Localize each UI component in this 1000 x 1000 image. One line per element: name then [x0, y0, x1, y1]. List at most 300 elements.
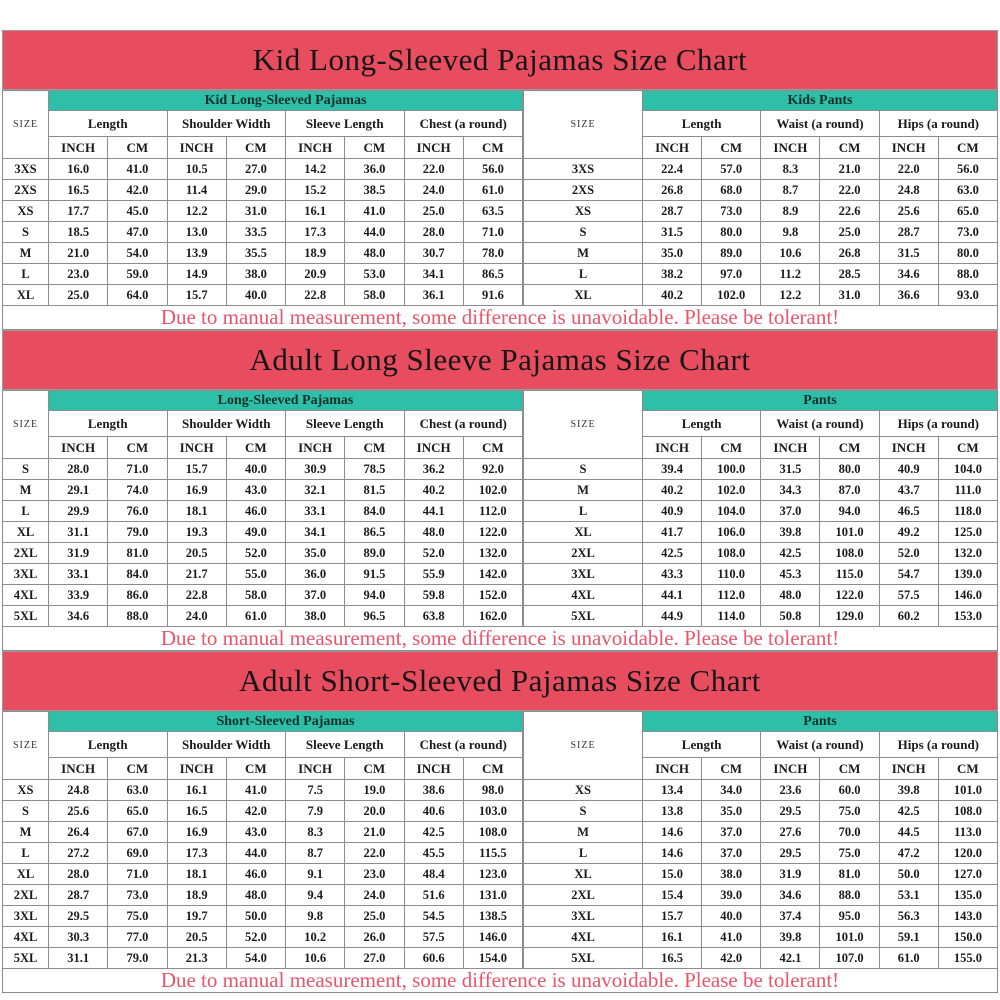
value-cell: 40.9: [879, 459, 938, 480]
value-cell: 24.0: [404, 180, 463, 201]
value-cell: 44.0: [345, 222, 404, 243]
measure-header-cell: Sleeve Length: [286, 111, 405, 137]
table-header-row: [3, 91, 523, 111]
value-cell: 34.3: [761, 480, 820, 501]
value-cell: 31.9: [49, 543, 108, 564]
value-cell: 88.0: [108, 606, 167, 627]
section-title-banner: [2, 651, 998, 711]
measure-header-cell: Chest (a round): [404, 411, 523, 437]
value-cell: 88.0: [820, 885, 879, 906]
value-cell: 30.9: [286, 459, 345, 480]
measure-header-cell: Length: [643, 411, 761, 437]
value-cell: 49.2: [879, 522, 938, 543]
value-cell: 73.0: [702, 201, 761, 222]
value-cell: 54.5: [404, 906, 463, 927]
value-cell: 88.0: [938, 264, 997, 285]
value-cell: 79.0: [108, 522, 167, 543]
size-cell: XS: [524, 780, 643, 801]
value-cell: 38.0: [702, 864, 761, 885]
section-kid-long-sleeved: [2, 30, 998, 330]
value-cell: 56.3: [879, 906, 938, 927]
value-cell: 15.7: [643, 906, 702, 927]
measure-header-cell: Shoulder Width: [167, 732, 286, 758]
value-cell: 22.8: [286, 285, 345, 306]
value-cell: 9.8: [286, 906, 345, 927]
value-cell: 31.1: [49, 948, 108, 969]
value-cell: 50.0: [879, 864, 938, 885]
section-title: Kid Long-Sleeved Pajamas Size Chart: [252, 42, 748, 77]
value-cell: 138.5: [463, 906, 522, 927]
table-row: [3, 285, 523, 306]
value-cell: 78.5: [345, 459, 404, 480]
value-cell: 132.0: [938, 543, 997, 564]
size-column-header: SIZE: [524, 91, 643, 159]
table-row: [3, 543, 523, 564]
tables-row: [2, 90, 998, 306]
value-cell: 18.1: [167, 501, 226, 522]
table-title-cell: Pants: [643, 712, 998, 732]
value-cell: 31.5: [643, 222, 702, 243]
value-cell: 81.0: [820, 864, 879, 885]
table-title-cell: Short-Sleeved Pajamas: [49, 712, 523, 732]
value-cell: 53.0: [345, 264, 404, 285]
size-cell: S: [524, 459, 643, 480]
table-row: [3, 264, 523, 285]
value-cell: 41.0: [345, 201, 404, 222]
value-cell: 131.0: [463, 885, 522, 906]
value-cell: 150.0: [938, 927, 997, 948]
size-cell: S: [3, 459, 49, 480]
value-cell: 97.0: [702, 264, 761, 285]
value-cell: 39.8: [761, 522, 820, 543]
value-cell: 37.4: [761, 906, 820, 927]
table-row: [3, 885, 523, 906]
table-row: [3, 822, 523, 843]
value-cell: 13.4: [643, 780, 702, 801]
size-column-header: SIZE: [3, 712, 49, 780]
value-cell: 9.1: [286, 864, 345, 885]
inch-header-cell: INCH: [761, 437, 820, 459]
value-cell: 15.7: [167, 285, 226, 306]
value-cell: 46.0: [226, 501, 285, 522]
table-row: [524, 606, 998, 627]
value-cell: 25.6: [49, 801, 108, 822]
cm-header-cell: CM: [226, 437, 285, 459]
value-cell: 98.0: [463, 780, 522, 801]
inch-header-cell: INCH: [404, 758, 463, 780]
value-cell: 10.6: [761, 243, 820, 264]
value-cell: 20.5: [167, 543, 226, 564]
value-cell: 16.1: [643, 927, 702, 948]
cm-header-cell: CM: [226, 758, 285, 780]
value-cell: 123.0: [463, 864, 522, 885]
value-cell: 24.8: [879, 180, 938, 201]
value-cell: 152.0: [463, 585, 522, 606]
value-cell: 43.7: [879, 480, 938, 501]
size-cell: 2XL: [3, 885, 49, 906]
value-cell: 40.0: [702, 906, 761, 927]
inch-header-cell: INCH: [49, 758, 108, 780]
table-row: [3, 606, 523, 627]
value-cell: 69.0: [108, 843, 167, 864]
adult-short-sleeve-pants-table: [523, 711, 998, 969]
inch-header-cell: INCH: [643, 137, 702, 159]
table-row: [524, 243, 998, 264]
value-cell: 9.8: [761, 222, 820, 243]
value-cell: 27.2: [49, 843, 108, 864]
value-cell: 77.0: [108, 927, 167, 948]
value-cell: 84.0: [108, 564, 167, 585]
value-cell: 15.7: [167, 459, 226, 480]
measure-header-cell: Hips (a round): [879, 111, 997, 137]
section-adult-short-sleeved: [2, 651, 998, 993]
value-cell: 95.0: [820, 906, 879, 927]
value-cell: 22.0: [404, 159, 463, 180]
size-cell: M: [524, 822, 643, 843]
disclaimer-note: Due to manual measurement, some difference is unavoidable. Please be tolerant!: [2, 306, 998, 330]
table-row: [524, 264, 998, 285]
size-cell: 3XS: [524, 159, 643, 180]
value-cell: 84.0: [345, 501, 404, 522]
value-cell: 40.9: [643, 501, 702, 522]
cm-header-cell: CM: [226, 137, 285, 159]
size-cell: 2XL: [524, 543, 643, 564]
value-cell: 58.0: [226, 585, 285, 606]
cm-header-cell: CM: [820, 137, 879, 159]
value-cell: 12.2: [167, 201, 226, 222]
inch-header-cell: INCH: [167, 137, 226, 159]
value-cell: 43.0: [226, 822, 285, 843]
table-row: [3, 159, 523, 180]
value-cell: 108.0: [820, 543, 879, 564]
value-cell: 40.0: [226, 285, 285, 306]
adult-long-sleeve-pajamas-table: [2, 390, 523, 627]
size-cell: 5XL: [524, 948, 643, 969]
table-row: [524, 159, 998, 180]
value-cell: 43.0: [226, 480, 285, 501]
inch-header-cell: INCH: [167, 437, 226, 459]
value-cell: 64.0: [108, 285, 167, 306]
value-cell: 13.0: [167, 222, 226, 243]
table-row: [524, 843, 998, 864]
value-cell: 15.0: [643, 864, 702, 885]
cm-header-cell: CM: [702, 137, 761, 159]
size-cell: XL: [3, 864, 49, 885]
size-cell: 3XL: [524, 564, 643, 585]
value-cell: 60.2: [879, 606, 938, 627]
size-cell: 2XS: [3, 180, 49, 201]
value-cell: 54.7: [879, 564, 938, 585]
value-cell: 30.7: [404, 243, 463, 264]
value-cell: 146.0: [463, 927, 522, 948]
inch-header-cell: INCH: [286, 137, 345, 159]
table-row: [3, 222, 523, 243]
table-title-cell: Kids Pants: [643, 91, 998, 111]
measure-header-cell: Chest (a round): [404, 732, 523, 758]
value-cell: 61.0: [226, 606, 285, 627]
value-cell: 100.0: [702, 459, 761, 480]
unit-header-row: [3, 758, 523, 780]
value-cell: 12.2: [761, 285, 820, 306]
value-cell: 67.0: [108, 822, 167, 843]
value-cell: 71.0: [108, 459, 167, 480]
size-cell: S: [3, 801, 49, 822]
value-cell: 39.4: [643, 459, 702, 480]
inch-header-cell: INCH: [286, 758, 345, 780]
value-cell: 38.6: [404, 780, 463, 801]
size-cell: L: [524, 264, 643, 285]
table-row: [3, 459, 523, 480]
value-cell: 80.0: [938, 243, 997, 264]
value-cell: 43.3: [643, 564, 702, 585]
table-row: [524, 459, 998, 480]
value-cell: 37.0: [702, 822, 761, 843]
value-cell: 40.6: [404, 801, 463, 822]
measure-header-cell: Waist (a round): [761, 411, 879, 437]
value-cell: 42.5: [643, 543, 702, 564]
table-row: [3, 906, 523, 927]
value-cell: 80.0: [702, 222, 761, 243]
value-cell: 28.0: [49, 459, 108, 480]
cm-header-cell: CM: [108, 137, 167, 159]
value-cell: 18.5: [49, 222, 108, 243]
value-cell: 33.1: [286, 501, 345, 522]
value-cell: 34.1: [286, 522, 345, 543]
value-cell: 18.9: [167, 885, 226, 906]
value-cell: 55.0: [226, 564, 285, 585]
value-cell: 34.0: [702, 780, 761, 801]
value-cell: 35.5: [226, 243, 285, 264]
table-title-cell: Long-Sleeved Pajamas: [49, 391, 523, 411]
cm-header-cell: CM: [463, 437, 522, 459]
value-cell: 108.0: [702, 543, 761, 564]
table-row: [524, 285, 998, 306]
value-cell: 86.5: [345, 522, 404, 543]
value-cell: 115.0: [820, 564, 879, 585]
value-cell: 39.8: [879, 780, 938, 801]
value-cell: 42.5: [879, 801, 938, 822]
inch-header-cell: INCH: [167, 758, 226, 780]
value-cell: 14.6: [643, 822, 702, 843]
value-cell: 7.5: [286, 780, 345, 801]
value-cell: 42.0: [702, 948, 761, 969]
value-cell: 107.0: [820, 948, 879, 969]
disclaimer-note: Due to manual measurement, some difference is unavoidable. Please be tolerant!: [2, 627, 998, 651]
value-cell: 24.0: [167, 606, 226, 627]
value-cell: 10.5: [167, 159, 226, 180]
value-cell: 142.0: [463, 564, 522, 585]
size-cell: 5XL: [3, 606, 49, 627]
value-cell: 101.0: [938, 780, 997, 801]
value-cell: 104.0: [938, 459, 997, 480]
table-header-row: [3, 391, 523, 411]
value-cell: 50.0: [226, 906, 285, 927]
value-cell: 42.1: [761, 948, 820, 969]
size-cell: 3XL: [524, 906, 643, 927]
cm-header-cell: CM: [345, 437, 404, 459]
size-cell: 2XL: [524, 885, 643, 906]
table-row: [524, 180, 998, 201]
value-cell: 81.0: [108, 543, 167, 564]
value-cell: 8.3: [761, 159, 820, 180]
value-cell: 65.0: [938, 201, 997, 222]
value-cell: 26.4: [49, 822, 108, 843]
measure-header-cell: Shoulder Width: [167, 411, 286, 437]
table-row: [524, 801, 998, 822]
value-cell: 31.1: [49, 522, 108, 543]
disclaimer-note: Due to manual measurement, some difference is unavoidable. Please be tolerant!: [2, 969, 998, 993]
value-cell: 39.0: [702, 885, 761, 906]
table-row: [524, 201, 998, 222]
cm-header-cell: CM: [938, 758, 997, 780]
size-cell: S: [524, 222, 643, 243]
size-cell: M: [524, 480, 643, 501]
measure-header-row: [3, 411, 523, 437]
value-cell: 22.8: [167, 585, 226, 606]
value-cell: 35.0: [702, 801, 761, 822]
value-cell: 155.0: [938, 948, 997, 969]
inch-header-cell: INCH: [404, 437, 463, 459]
value-cell: 139.0: [938, 564, 997, 585]
measure-header-cell: Chest (a round): [404, 111, 523, 137]
value-cell: 56.0: [463, 159, 522, 180]
table-row: [3, 243, 523, 264]
value-cell: 11.4: [167, 180, 226, 201]
inch-header-cell: INCH: [761, 137, 820, 159]
value-cell: 8.7: [761, 180, 820, 201]
size-cell: XL: [3, 522, 49, 543]
value-cell: 16.9: [167, 480, 226, 501]
cm-header-cell: CM: [345, 758, 404, 780]
table-row: [524, 585, 998, 606]
size-cell: L: [3, 843, 49, 864]
table-row: [524, 501, 998, 522]
value-cell: 153.0: [938, 606, 997, 627]
value-cell: 45.0: [108, 201, 167, 222]
size-column-header: SIZE: [3, 391, 49, 459]
value-cell: 146.0: [938, 585, 997, 606]
size-cell: M: [3, 480, 49, 501]
value-cell: 22.0: [345, 843, 404, 864]
value-cell: 104.0: [702, 501, 761, 522]
value-cell: 21.7: [167, 564, 226, 585]
kid-pajamas-table: [2, 90, 523, 306]
value-cell: 31.5: [879, 243, 938, 264]
value-cell: 154.0: [463, 948, 522, 969]
value-cell: 28.0: [404, 222, 463, 243]
value-cell: 31.9: [761, 864, 820, 885]
table-row: [524, 927, 998, 948]
value-cell: 45.3: [761, 564, 820, 585]
value-cell: 25.0: [404, 201, 463, 222]
value-cell: 34.6: [761, 885, 820, 906]
value-cell: 57.5: [879, 585, 938, 606]
value-cell: 16.1: [167, 780, 226, 801]
value-cell: 127.0: [938, 864, 997, 885]
value-cell: 63.5: [463, 201, 522, 222]
value-cell: 42.5: [761, 543, 820, 564]
value-cell: 122.0: [463, 522, 522, 543]
value-cell: 75.0: [108, 906, 167, 927]
value-cell: 36.2: [404, 459, 463, 480]
table-row: [3, 180, 523, 201]
value-cell: 44.9: [643, 606, 702, 627]
value-cell: 28.0: [49, 864, 108, 885]
value-cell: 20.9: [286, 264, 345, 285]
value-cell: 23.0: [345, 864, 404, 885]
value-cell: 106.0: [702, 522, 761, 543]
measure-header-cell: Hips (a round): [879, 411, 997, 437]
table-title-cell: Kid Long-Sleeved Pajamas: [49, 91, 523, 111]
value-cell: 54.0: [108, 243, 167, 264]
measure-header-cell: Length: [49, 732, 168, 758]
value-cell: 71.0: [108, 864, 167, 885]
value-cell: 94.0: [345, 585, 404, 606]
value-cell: 94.0: [820, 501, 879, 522]
value-cell: 103.0: [463, 801, 522, 822]
table-row: [524, 480, 998, 501]
value-cell: 114.0: [702, 606, 761, 627]
size-cell: M: [524, 243, 643, 264]
size-cell: XS: [3, 780, 49, 801]
value-cell: 28.7: [643, 201, 702, 222]
measure-header-row: [3, 111, 523, 137]
value-cell: 55.9: [404, 564, 463, 585]
value-cell: 40.2: [404, 480, 463, 501]
size-cell: S: [524, 801, 643, 822]
value-cell: 8.7: [286, 843, 345, 864]
table-row: [524, 222, 998, 243]
value-cell: 36.0: [286, 564, 345, 585]
value-cell: 41.7: [643, 522, 702, 543]
value-cell: 9.4: [286, 885, 345, 906]
table-row: [3, 927, 523, 948]
measure-header-cell: Length: [643, 732, 761, 758]
table-title-cell: Pants: [643, 391, 998, 411]
value-cell: 75.0: [820, 801, 879, 822]
value-cell: 46.0: [226, 864, 285, 885]
size-cell: XL: [524, 522, 643, 543]
table-header-row: [524, 712, 998, 732]
size-cell: M: [3, 243, 49, 264]
value-cell: 37.0: [761, 501, 820, 522]
value-cell: 44.5: [879, 822, 938, 843]
measure-header-cell: Waist (a round): [761, 111, 879, 137]
inch-header-cell: INCH: [879, 137, 938, 159]
table-row: [3, 843, 523, 864]
inch-header-cell: INCH: [404, 137, 463, 159]
value-cell: 31.0: [820, 285, 879, 306]
value-cell: 21.0: [820, 159, 879, 180]
value-cell: 18.1: [167, 864, 226, 885]
measure-header-cell: Hips (a round): [879, 732, 997, 758]
table-row: [524, 885, 998, 906]
value-cell: 29.5: [761, 843, 820, 864]
tables-row: [2, 711, 998, 969]
table-header-row: [524, 91, 998, 111]
table-row: [3, 864, 523, 885]
size-cell: 5XL: [3, 948, 49, 969]
value-cell: 16.5: [167, 801, 226, 822]
value-cell: 102.0: [702, 480, 761, 501]
table-row: [524, 780, 998, 801]
value-cell: 60.0: [820, 780, 879, 801]
cm-header-cell: CM: [938, 437, 997, 459]
cm-header-cell: CM: [702, 437, 761, 459]
value-cell: 27.6: [761, 822, 820, 843]
value-cell: 18.9: [286, 243, 345, 264]
table-row: [3, 585, 523, 606]
